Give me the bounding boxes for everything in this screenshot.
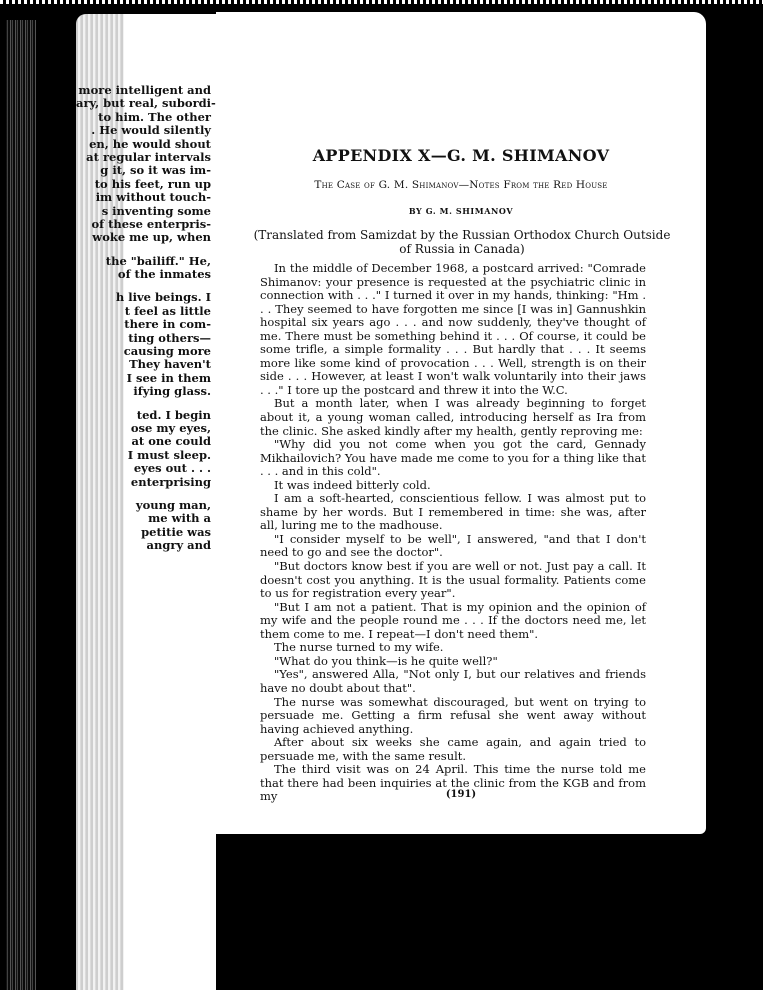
paragraph: I am a soft-hearted, conscientious fellow. I was almost put to shame by her words. But I remembered in time: she was, after all, luring me to the madhouse. — [260, 491, 646, 533]
page-number: (191) — [445, 789, 477, 800]
paragraph: The third visit was on 24 April. This time the nurse told me that there had been inquiries at the clinic from the KGB and from my — [260, 762, 646, 804]
paragraph: "Yes", answered Alla, "Not only I, but our relatives and friends have no doubt about that". — [260, 667, 646, 695]
document-page — [216, 12, 706, 834]
facing-page-line: angry and — [146, 538, 211, 553]
facing-page-line: ted. I begin — [136, 407, 211, 422]
facing-page-line: at regular intervals — [86, 149, 211, 164]
facing-page-line: ifying glass. — [133, 384, 211, 399]
page-title: APPENDIX X—G. M. SHIMANOV — [312, 146, 610, 165]
paragraph: "But doctors know best if you are well or not. Just pay a call. It doesn't cost you anything. It is the usual formality. Patients come to us for registration every year". — [260, 559, 646, 601]
paragraph: "Why did you not come when you got the card, Gennady Mikhailovich? You have made me come to you for a thing like that . . . and in this cold". — [260, 437, 646, 479]
paragraph: The nurse was somewhat discouraged, but went on trying to persuade me. Getting a firm refusal she went away without having achieved anything. — [260, 694, 646, 736]
facing-page-fragment — [76, 14, 216, 990]
facing-page-line: ting others— — [128, 330, 211, 345]
scan-edge-left — [6, 20, 36, 990]
facing-page-line: to his feet, run up — [94, 176, 211, 191]
paragraph: "I consider myself to be well", I answered, "and that I don't need to go and see the doctor". — [260, 531, 646, 560]
scan-top-border — [0, 0, 763, 4]
facing-page-line: h live beings. I — [115, 290, 211, 305]
translation-note: (Translated from Samizdat by the Russian Orthodox Church Outside of Russia in Canada) — [253, 228, 671, 256]
page-subtitle: The Case of G. M. Shimanov—Notes From the Red House — [314, 179, 608, 191]
paragraph: In the middle of December 1968, a postcard arrived: "Comrade Shimanov: your presence is requested at the psychiatric clinic in connection with . . ." I turned it over in my hands, thinking: "Hm . . . They seemed to have forgotten me since [I was in] Gannushkin hospital six years ago . . . and now suddenly, they've thought of me. There must be something behind it . . . Of course, it could be some trifle, a simple formality . . . But hardly that . . . It seems more like some kind of provocation . . . Well, strength is on their side . . . However, at least I won't walk voluntarily into their jaws . . ." I tore up the postcard and threw it into the W.C. — [260, 261, 646, 397]
facing-page-line: eyes out . . . — [133, 461, 211, 476]
facing-page-line: of these enterpris- — [91, 216, 211, 231]
paragraph: "What do you think—is he quite well?" — [274, 653, 498, 668]
facing-page-line: g it, so it was im- — [100, 163, 211, 178]
paragraph: After about six weeks she came again, and again tried to persuade me, with the same result. — [260, 735, 646, 763]
facing-page-line: causing more — [123, 344, 211, 359]
facing-page-line: . He would silently — [91, 123, 211, 138]
facing-page-text — [76, 83, 216, 553]
facing-page-line: ose my eyes, — [130, 420, 211, 435]
facing-page-line: enterprising — [130, 474, 211, 489]
facing-page-line: They haven't — [129, 357, 211, 372]
facing-page-line: ary, but real, subordi- — [76, 96, 216, 111]
facing-page-line: im without touch- — [95, 190, 211, 205]
facing-page-line: to him. The other — [98, 109, 211, 124]
facing-page-line: I must sleep. — [127, 447, 211, 462]
facing-page-line: of the inmates — [117, 267, 211, 282]
facing-page-line: young man, — [135, 497, 211, 512]
facing-page-line: I see in them — [126, 370, 211, 385]
facing-page-line: s inventing some — [101, 203, 211, 218]
facing-page-line: woke me up, when — [92, 230, 211, 245]
facing-page-line: at one could — [131, 434, 211, 449]
facing-page-line: the "bailiff." He, — [105, 253, 211, 268]
facing-page-line: me with a — [148, 511, 211, 526]
facing-page-line: petitie was — [141, 524, 211, 539]
paragraph: "But I am not a patient. That is my opinion and the opinion of my wife and the people round me . . . If the doctors need me, let them come to me. I repeat—I don't need them". — [260, 599, 646, 641]
facing-page-line: t feel as little — [124, 303, 211, 318]
body-text — [260, 262, 646, 804]
facing-page-line: more intelligent and — [78, 83, 211, 97]
paragraph: The nurse turned to my wife. — [274, 640, 444, 655]
author-byline: BY G. M. SHIMANOV — [408, 206, 514, 216]
facing-page-line: en, he would shout — [89, 136, 211, 151]
paragraph: But a month later, when I was already beginning to forget about it, a young woman called, introducing herself as Ira from the clinic. She asked kindly after my health, gently reproving me: — [260, 396, 646, 438]
paragraph: It was indeed bitterly cold. — [274, 477, 431, 492]
facing-page-line: there in com- — [124, 317, 211, 332]
